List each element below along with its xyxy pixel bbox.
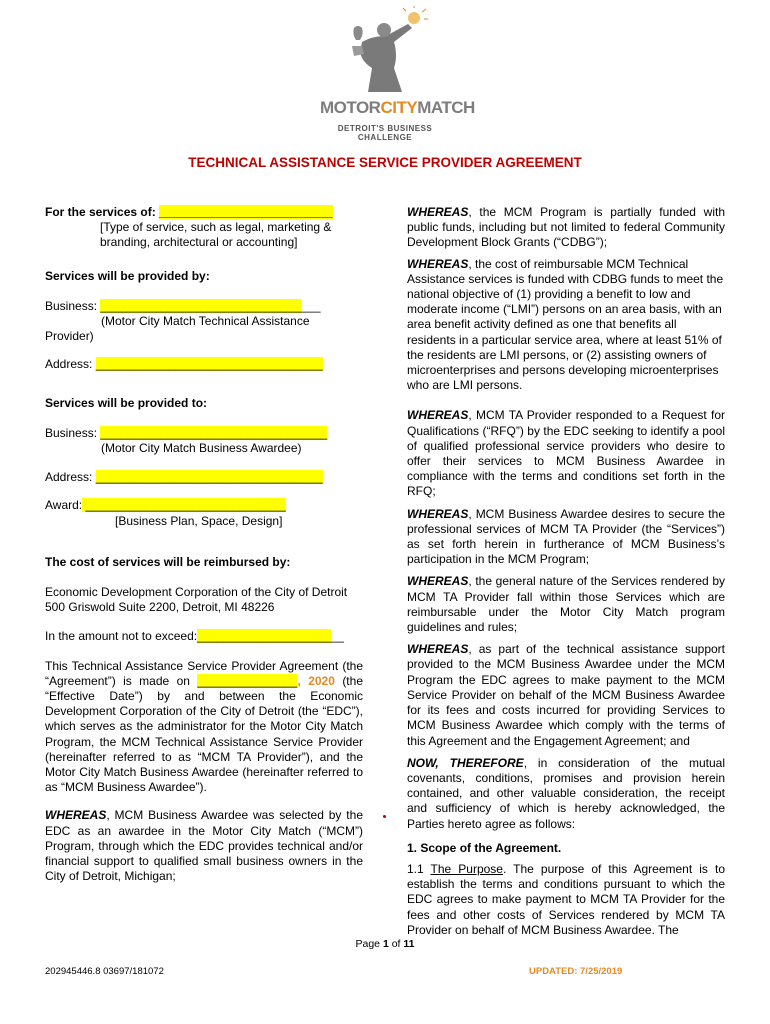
right-column [407, 205, 725, 938]
awardee-business-line: Business: __________________________________ [45, 425, 328, 440]
whereas-paragraph-6: WHEREAS, the general nature of the Services rendered by MCM TA Provider fall within those Services which are reimbursable under the Motor City Match program guidelines and rules; [407, 574, 725, 635]
logo-wordmark: MOTORCITYMATCH [320, 98, 475, 117]
awardee-address-line: Address: __________________________________ [45, 470, 323, 485]
agreement-paragraph: This Technical Assistance Service Provider Agreement (the “Agreement”) is made on _______________, 2020 (the “Effective Date”) by and between the Economic Development Corporation of the City of Detroit (the “EDC”), which serves as the administrator for the Motor City Match Program, the MCM Technical Assistance Service Provider (hereinafter referred to as “MCM TA Provider”), and the Motor City Match Business Awardee (hereinafter referred to as “MCM Business Awardee”). [45, 658, 363, 795]
section-1-heading: 1. Scope of the Agreement. [407, 840, 562, 855]
whereas-paragraph-3: WHEREAS, the cost of reimbursable MCM Technical Assistance services is funded with CDBG funds to meet the national objective of (1) providing a benefit to low and moderate income (“LMI”) persons on an area basis, with an area benefit activity defined as one that benefits all residents in a particular service area, where at least 51% of the residents are LMI persons, or (2) assisting owners of microenterprises and persons developing microenterprises who are LMI persons. [407, 256, 724, 393]
provider-business-line: Business: _________________________________ [45, 298, 321, 313]
provider-business-note: (Motor City Match Technical Assistance [101, 314, 310, 329]
whereas-paragraph-5: WHEREAS, MCM Business Awardee desires to secure the professional services of MCM TA Provider (the “Services”) as set forth herein in furtherance of MCM Business’s participation in the MCM Program; [407, 506, 725, 567]
cost-heading: The cost of services will be reimbursed by: [45, 554, 291, 569]
section-1-1-paragraph: 1.1 The Purpose. The purpose of this Agreement is to establish the terms and conditions pursuant to which the EDC agrees to make payment to MCM TA Provider for the fees and other costs of Services rendered by MCM TA Provider on behalf of MCM Business Awardee. The [407, 861, 725, 937]
award-note: [Business Plan, Space, Design] [115, 513, 283, 528]
services-of-line: For the services of: __________________________ [45, 205, 333, 219]
awardee-business-note: (Motor City Match Business Awardee) [101, 441, 302, 456]
whereas-paragraph-7: WHEREAS, as part of the technical assistance support provided to the MCM Business Awardee under the MCM Program the EDC agrees to make payment to the MCM Service Provider on behalf of the MCM Business Awardee for its fees and costs incurred for providing Services to MCM Business Awardee which comply with the terms of this Agreement and the Engagement Agreement; and [407, 642, 725, 748]
logo-subtitle: DETROIT'S BUSINESS CHALLENGE [337, 124, 433, 142]
whereas-paragraph-4: WHEREAS, MCM TA Provider responded to a Request for Qualifications (“RFQ”) by the EDC seeking to identify a pool of qualified professional service providers who desire to offer their services to MCM Business Awardee in compliance with the terms and conditions set forth in the RFQ; [407, 408, 725, 499]
whereas-paragraph-1: WHEREAS, MCM Business Awardee was selected by the EDC as an awardee in the Motor City Match (“MCM”) Program, through which the EDC provides technical and/or financial support to qualified small business owners in the City of Detroit, Michigan; [45, 808, 363, 884]
services-of-note: [Type of service, such as legal, marketing & branding, architectural or accounting] [100, 220, 332, 250]
red-dot-marker [383, 815, 386, 818]
document-title: TECHNICAL ASSISTANCE SERVICE PROVIDER AGREEMENT [188, 155, 582, 170]
document-id: 202945446.8 03697/181072 [45, 966, 164, 977]
provided-by-heading: Services will be provided by: [45, 268, 210, 283]
provider-business-note-2: Provider) [45, 329, 94, 344]
left-column [45, 205, 363, 885]
motor-city-match-logo [320, 6, 475, 142]
spirit-of-detroit-statue-icon [342, 6, 428, 96]
award-line: Award: ______________________________ [45, 498, 286, 513]
edc-address: 500 Griswold Suite 2200, Detroit, MI 48226 [45, 600, 275, 615]
amount-line: In the amount not to exceed:______________________ [45, 629, 344, 644]
provider-address-line: Address: __________________________________ [45, 357, 323, 372]
whereas-paragraph-2: WHEREAS, the MCM Program is partially funded with public funds, including but not limited to federal Community Development Block Grants (“CDBG”); [407, 205, 725, 250]
updated-date: UPDATED: 7/25/2019 [529, 966, 623, 977]
now-therefore-paragraph: NOW, THEREFORE, in consideration of the mutual covenants, conditions, promises and provision herein contained, and other valuable consideration, the receipt and sufficiency of which is hereby acknowledged, the Parties hereto agree as follows: [407, 755, 725, 831]
page-number: Page 1 of 11 [355, 938, 415, 950]
edc-name: Economic Development Corporation of the City of Detroit [45, 585, 348, 600]
provided-to-heading: Services will be provided to: [45, 395, 208, 410]
